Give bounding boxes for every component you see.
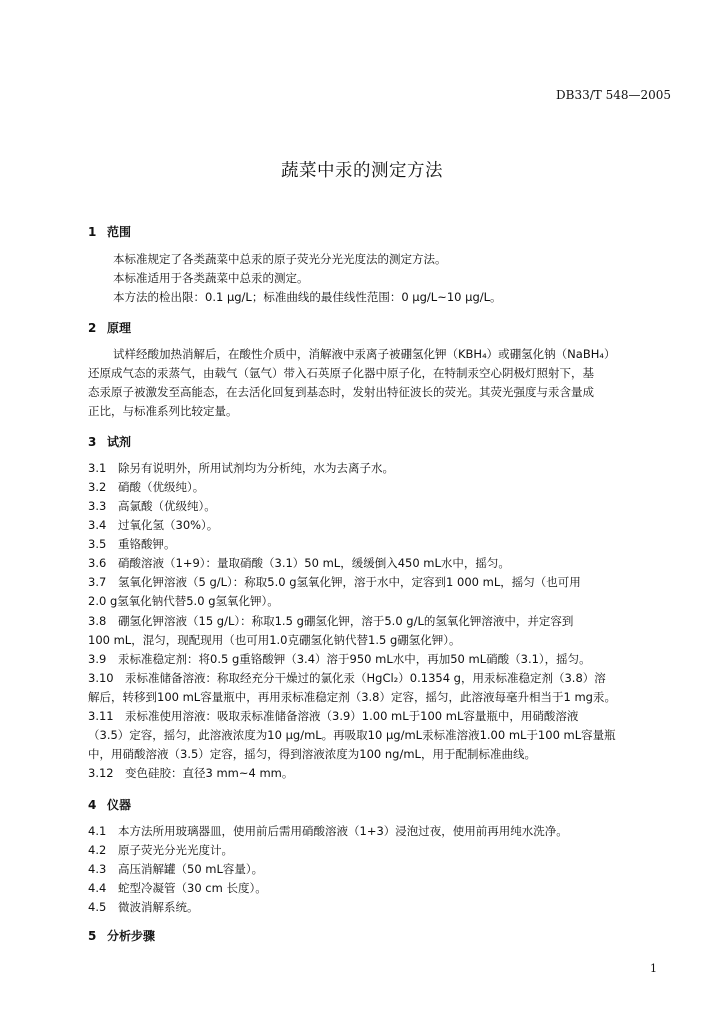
item-text: 硝酸（优级纯）。 xyxy=(118,480,205,494)
section-heading-instruments xyxy=(88,796,131,813)
reagent-item xyxy=(88,499,216,513)
instrument-item xyxy=(88,881,267,895)
scope-line-1: 本标准规定了各类蔬菜中总汞的原子荧光分光光度法的测定方法。 xyxy=(113,252,447,266)
item-text: 蛇型冷凝管（30 cm 长度）。 xyxy=(118,881,267,895)
reagent-item xyxy=(88,614,573,628)
standard-code: DB33/T 548—2005 xyxy=(556,88,672,102)
scope-line-2: 本标准适用于各类蔬菜中总汞的测定。 xyxy=(113,271,309,285)
item-number: 4.4 xyxy=(88,881,107,895)
reagent-item-continuation: 解后，转移到100 mL容量瓶中，再用汞标准稳定剂（3.8）定容，摇匀，此溶液每毫升相当于1 mg汞。 xyxy=(88,690,616,704)
reagent-item-continuation: 中，用硝酸溶液（3.5）定容，摇匀，得到溶液浓度为100 ng/mL，用于配制标准曲线。 xyxy=(88,747,536,761)
item-number: 3.6 xyxy=(88,556,107,570)
item-text: 高氯酸（优级纯）。 xyxy=(118,499,216,513)
page-number: 1 xyxy=(650,962,657,975)
document-title: 蔬菜中汞的测定方法 xyxy=(281,161,443,181)
instrument-item xyxy=(88,824,568,838)
item-number: 4.5 xyxy=(88,900,107,914)
section-number: 5 xyxy=(88,929,97,943)
item-number: 3.7 xyxy=(88,575,107,589)
principle-line-2: 还原成气态的汞蒸气，由载气（氩气）带入石英原子化器中原子化，在特制汞空心阴极灯照射下，基 xyxy=(88,366,594,380)
item-number: 3.5 xyxy=(88,537,107,551)
reagent-item xyxy=(88,575,581,589)
item-text: 高压消解罐（50 mL容量）。 xyxy=(118,862,264,876)
item-text: 微波消解系统。 xyxy=(118,900,199,914)
item-text: 硝酸溶液（1+9）：量取硝酸（3.1）50 mL，缓缓倒入450 mL水中，摇匀。 xyxy=(118,556,510,570)
instrument-item xyxy=(88,843,233,857)
section-heading-scope xyxy=(88,223,131,240)
item-text: 硼氢化钾溶液（15 g/L）：称取1.5 g硼氢化钾，溶于5.0 g/L的氢氧化钾溶液中，并定容到 xyxy=(118,614,574,628)
section-title: 分析步骤 xyxy=(107,929,156,943)
item-text: 重铬酸钾。 xyxy=(118,537,176,551)
item-text: 汞标准稳定剂：将0.5 g重铬酸钾（3.4）溶于950 mL水中，再加50 mL硝酸（3.1），摇匀。 xyxy=(118,652,591,666)
section-heading-reagents xyxy=(88,433,131,450)
reagent-item-continuation: 100 mL，混匀，现配现用（也可用1.0克硼氢化钠代替1.5 g硼氢化钾）。 xyxy=(88,633,461,647)
item-text: 氢氧化钾溶液（5 g/L）：称取5.0 g氢氧化钾，溶于水中，定容到1 000 mL，摇匀（也可用 xyxy=(118,575,581,589)
item-number: 4.1 xyxy=(88,824,107,838)
item-number: 3.2 xyxy=(88,480,107,494)
principle-line-1: 试样经酸加热消解后，在酸性介质中，消解液中汞离子被硼氢化钾（KBH₄）或硼氢化钠（NaBH₄） xyxy=(113,347,616,361)
section-number: 4 xyxy=(88,798,97,812)
reagent-item xyxy=(88,461,394,475)
reagent-item-continuation: 2.0 g氢氧化钠代替5.0 g氢氧化钾）。 xyxy=(88,594,279,608)
item-number: 3.10 xyxy=(88,671,114,685)
item-number: 3.1 xyxy=(88,461,107,475)
item-number: 3.12 xyxy=(88,766,114,780)
item-text: 汞标准使用溶液：吸取汞标准储备溶液（3.9）1.00 mL于100 mL容量瓶中，用硝酸溶液 xyxy=(125,709,579,723)
scope-line-3: 本方法的检出限：0.1 μg/L；标准曲线的最佳线性范围：0 μg/L~10 μg/L。 xyxy=(113,290,502,304)
instrument-item xyxy=(88,862,263,876)
reagent-item xyxy=(88,480,204,494)
item-number: 3.11 xyxy=(88,709,114,723)
principle-line-4: 正比，与标准系列比较定量。 xyxy=(88,404,238,418)
item-text: 除另有说明外，所用试剂均为分析纯，水为去离子水。 xyxy=(118,461,394,475)
item-text: 原子荧光分光光度计。 xyxy=(118,843,233,857)
section-title: 原理 xyxy=(107,321,132,335)
reagent-item xyxy=(88,671,606,685)
section-heading-procedure xyxy=(88,927,155,944)
instrument-item xyxy=(88,900,199,914)
reagent-item xyxy=(88,537,176,551)
section-number: 1 xyxy=(88,225,97,239)
section-number: 2 xyxy=(88,321,97,335)
section-title: 范围 xyxy=(107,225,132,239)
reagent-item-continuation: （3.5）定容，摇匀，此溶液浓度为10 μg/mL。再吸取10 μg/mL汞标准溶液1.00 mL于100 mL容量瓶 xyxy=(88,728,616,742)
section-title: 仪器 xyxy=(107,798,132,812)
section-title: 试剂 xyxy=(107,435,132,449)
item-text: 过氧化氢（30%）。 xyxy=(118,518,219,532)
reagent-item xyxy=(88,709,578,723)
item-text: 汞标准储备溶液：称取经充分干燥过的氯化汞（HgCl₂）0.1354 g，用汞标准稳定剂（3.8）溶 xyxy=(125,671,606,685)
principle-line-3: 态汞原子被激发至高能态，在去活化回复到基态时，发射出特征波长的荧光。其荧光强度与汞含量成 xyxy=(88,385,594,399)
item-number: 3.8 xyxy=(88,614,107,628)
section-number: 3 xyxy=(88,435,97,449)
reagent-item xyxy=(88,556,510,570)
reagent-item xyxy=(88,518,218,532)
section-heading-principle xyxy=(88,319,131,336)
item-text: 变色硅胶：直径3 mm~4 mm。 xyxy=(125,766,294,780)
item-text: 本方法所用玻璃器皿，使用前后需用硝酸溶液（1+3）浸泡过夜，使用前再用纯水洗净。 xyxy=(118,824,568,838)
item-number: 3.4 xyxy=(88,518,107,532)
reagent-item xyxy=(88,766,293,780)
item-number: 4.2 xyxy=(88,843,107,857)
item-number: 3.9 xyxy=(88,652,107,666)
reagent-item xyxy=(88,652,591,666)
item-number: 4.3 xyxy=(88,862,107,876)
item-number: 3.3 xyxy=(88,499,107,513)
